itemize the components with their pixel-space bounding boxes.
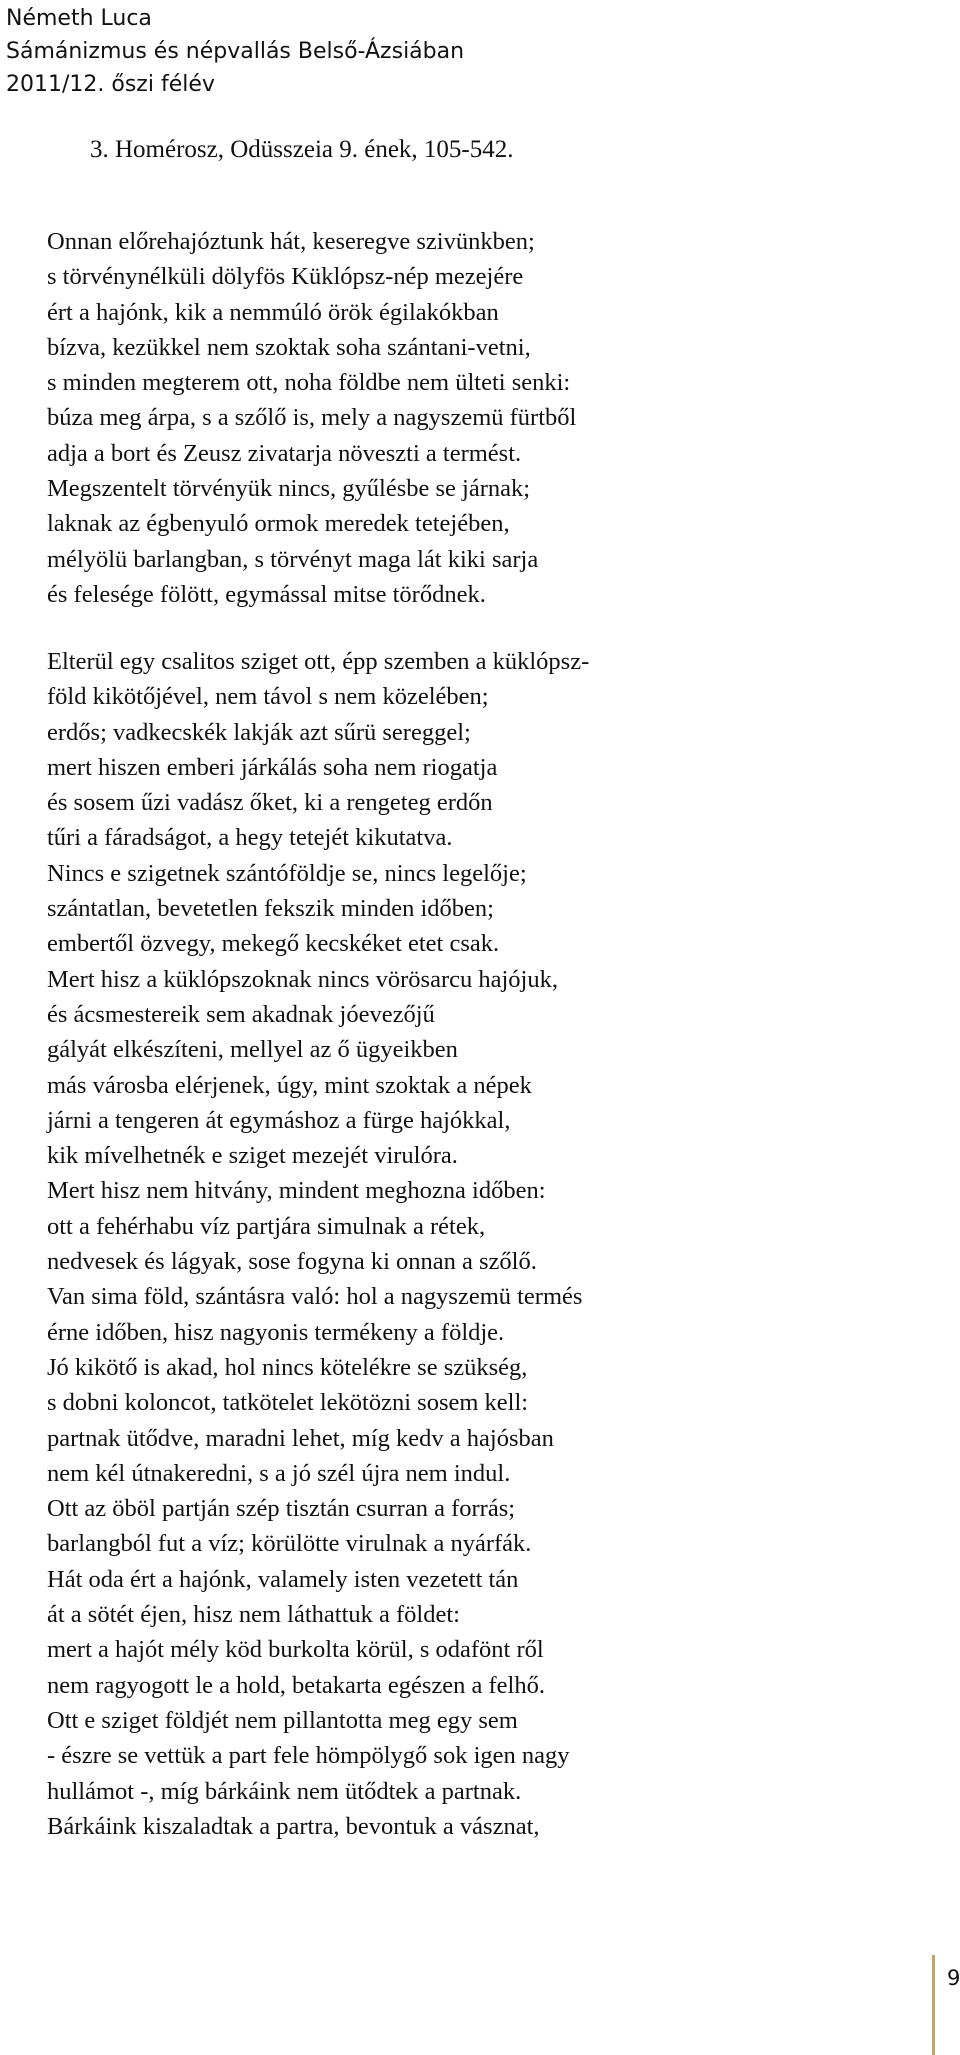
poem-line: Elterül egy csalitos sziget ott, épp szemben a küklópsz-: [47, 648, 590, 675]
poem-line: járni a tengeren át egymáshoz a fürge hajókkal,: [47, 1106, 511, 1134]
poem-line: laknak az égbenyuló ormok meredek tetejében,: [47, 510, 510, 538]
poem-line: s minden megterem ott, noha földbe nem ülteti senki:: [47, 369, 571, 397]
poem-line: barlangból fut a víz; körülötte virulnak a nyárfák.: [47, 1530, 532, 1558]
poem-line: szántatlan, bevetetlen fekszik minden időben;: [47, 895, 494, 923]
page-header: [6, 2, 464, 101]
poem-line: Hát oda ért a hajónk, valamely isten vezetett tán: [47, 1565, 519, 1593]
poem-line: nedvesek és lágyak, sose fogyna ki onnan a szőlő.: [47, 1248, 537, 1276]
poem-line: ott a fehérhabu víz partjára simulnak a rétek,: [47, 1212, 486, 1240]
poem-line: Ott az öböl partján szép tisztán csurran a forrás;: [47, 1495, 516, 1523]
poem-line: búza meg árpa, s a szőlő is, mely a nagyszemü fürtből: [47, 404, 577, 432]
poem-line: mert a hajót mély köd burkolta körül, s odafönt ről: [47, 1636, 544, 1664]
poem-line: gályát elkészíteni, mellyel az ő ügyeikben: [47, 1036, 458, 1064]
poem-line: embertől özvegy, mekegő kecskéket etet csak.: [47, 930, 500, 958]
author-name: Németh Luca: [6, 6, 152, 31]
poem-line: mélyölü barlangban, s törvényt maga lát kiki sarja: [47, 545, 539, 573]
poem-line: Megszentelt törvényük nincs, gyűlésbe se járnak;: [47, 475, 531, 503]
poem-line: kik mívelhetnék e sziget mezejét virulóra.: [47, 1142, 458, 1170]
poem-line: más városba elérjenek, úgy, mint szoktak a népek: [47, 1071, 532, 1099]
page-number-rule: [932, 1955, 960, 2055]
poem-line: érne időben, hisz nagyonis termékeny a földje.: [47, 1318, 505, 1346]
poem-line: föld kikötőjével, nem távol s nem közelében;: [47, 683, 489, 711]
section-title: 3. Homérosz, Odüsszeia 9. ének, 105-542.: [90, 136, 514, 163]
poem-line: Nincs e szigetnek szántóföldje se, nincs legelője;: [47, 859, 527, 887]
poem-line: bízva, kezükkel nem szoktak soha szántani-vetni,: [47, 333, 531, 361]
poem-line: Mert hisz a küklópszoknak nincs vörösarcu hajójuk,: [47, 965, 558, 993]
poem-line: és ácsmestereik sem akadnak jóevezőjű: [47, 1000, 435, 1028]
poem-line: át a sötét éjen, hisz nem láthattuk a földet:: [47, 1601, 460, 1629]
poem-line: Onnan előrehajóztunk hát, keseregve szivünkben;: [47, 228, 535, 255]
poem-line: hullámot -, míg bárkáink nem ütődtek a partnak.: [47, 1777, 522, 1805]
poem-line: és sosem űzi vadász őket, ki a rengeteg erdőn: [47, 789, 493, 817]
poem-line: nem ragyogott le a hold, betakarta egészen a felhő.: [47, 1671, 545, 1699]
poem-line: ért a hajónk, kik a nemmúló örök égilakókban: [47, 298, 499, 326]
semester-label: 2011/12. őszi félév: [6, 72, 215, 97]
poem-line: partnak ütődve, maradni lehet, míg kedv a hajósban: [47, 1424, 554, 1452]
poem-line: és felesége fölött, egymással mitse törődnek.: [47, 580, 486, 608]
poem-line: s törvénynélküli dölyfös Küklópsz-nép mezejére: [47, 263, 524, 291]
poem-line: Mert hisz nem hitvány, mindent meghozna időben:: [47, 1177, 546, 1205]
poem-line: mert hiszen emberi járkálás soha nem riogatja: [47, 753, 498, 781]
poem-line: tűri a fáradságot, a hegy tetejét kikutatva.: [47, 824, 453, 852]
poem-line: Jó kikötő is akad, hol nincs kötelékre se szükség,: [47, 1353, 528, 1381]
poem-line: nem kél útnakeredni, s a jó szél újra nem indul.: [47, 1459, 511, 1487]
poem-line: - észre se vettük a part fele hömpölygő sok igen nagy: [47, 1742, 570, 1770]
page-number: 9: [947, 1966, 960, 1990]
poem-stanza-2: [47, 644, 589, 1844]
poem-stanza-1: [47, 224, 576, 612]
poem-line: Van sima föld, szántásra való: hol a nagyszemü termés: [47, 1283, 583, 1311]
poem-line: adja a bort és Zeusz zivatarja növeszti a termést.: [47, 439, 522, 467]
poem-line: erdős; vadkecskék lakják azt sűrü sereggel;: [47, 718, 471, 746]
poem-line: Ott e sziget földjét nem pillantotta meg egy sem: [47, 1706, 518, 1734]
course-title: Sámánizmus és népvallás Belső-Ázsiában: [6, 39, 465, 64]
poem-line: Bárkáink kiszaladtak a partra, bevontuk a vásznat,: [47, 1812, 540, 1840]
poem-line: s dobni koloncot, tatkötelet lekötözni sosem kell:: [47, 1389, 529, 1417]
